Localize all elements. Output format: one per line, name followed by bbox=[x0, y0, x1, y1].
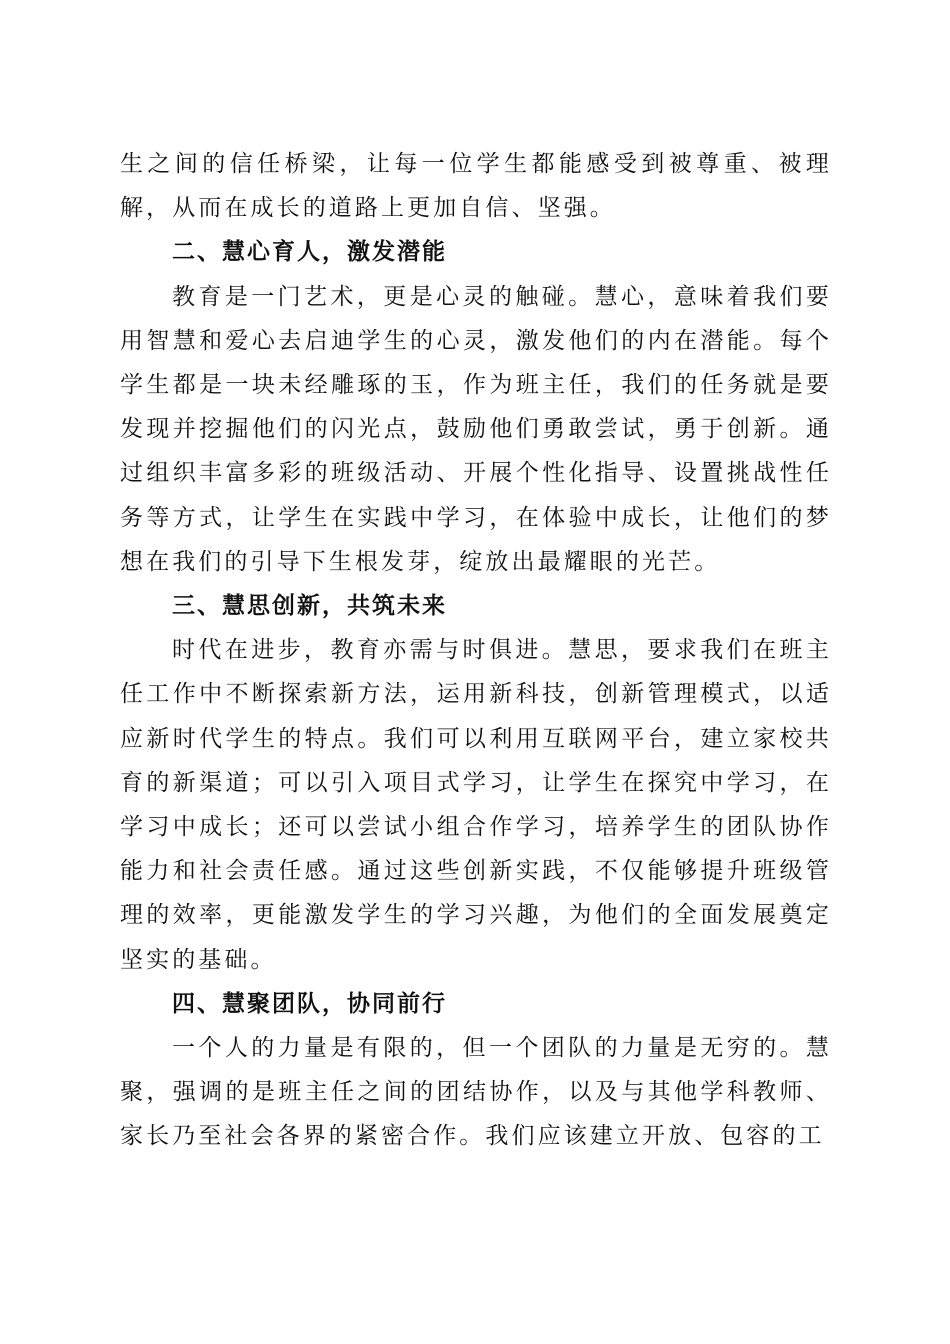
paragraph-section-3: 时代在进步，教育亦需与时俱进。慧思，要求我们在班主任工作中不断探索新方法，运用新科技，创新管理模式，以适应新时代学生的特点。我们可以利用互联网平台，建立家校共育的新渠道；可以引入项目式学习，让学生在探究中学习，在学习中成长；还可以尝试小组合作学习，培养学生的团队协作能力和社会责任感。通过这些创新实践，不仅能够提升班级管理的效率，更能激发学生的学习兴趣，为他们的全面发展奠定坚实的基础。 bbox=[120, 637, 832, 973]
paragraph-section-4: 一个人的力量是有限的，但一个团队的力量是无穷的。慧聚，强调的是班主任之间的团结协作，以及与其他学科教师、家长乃至社会各界的紧密合作。我们应该建立开放、包容的工 bbox=[120, 1035, 832, 1150]
section-heading-4: 四、慧聚团队，协同前行 bbox=[172, 990, 447, 1017]
paragraph-continuation: 生之间的信任桥梁，让每一位学生都能感受到被尊重、被理解，从而在成长的道路上更加自信、坚强。 bbox=[120, 151, 832, 222]
document-page bbox=[120, 142, 832, 1159]
section-heading-3: 三、慧思创新，共筑未来 bbox=[172, 593, 447, 620]
paragraph-section-2: 教育是一门艺术，更是心灵的触碰。慧心，意味着我们要用智慧和爱心去启迪学生的心灵，激发他们的内在潜能。每个学生都是一块未经雕琢的玉，作为班主任，我们的任务就是要发现并挖掘他们的闪光点，鼓励他们勇敢尝试，勇于创新。通过组织丰富多彩的班级活动、开展个性化指导、设置挑战性任务等方式，让学生在实践中学习，在体验中成长，让他们的梦想在我们的引导下生根发芽，绽放出最耀眼的光芒。 bbox=[120, 283, 832, 575]
section-heading-2: 二、慧心育人，激发潜能 bbox=[172, 239, 447, 266]
